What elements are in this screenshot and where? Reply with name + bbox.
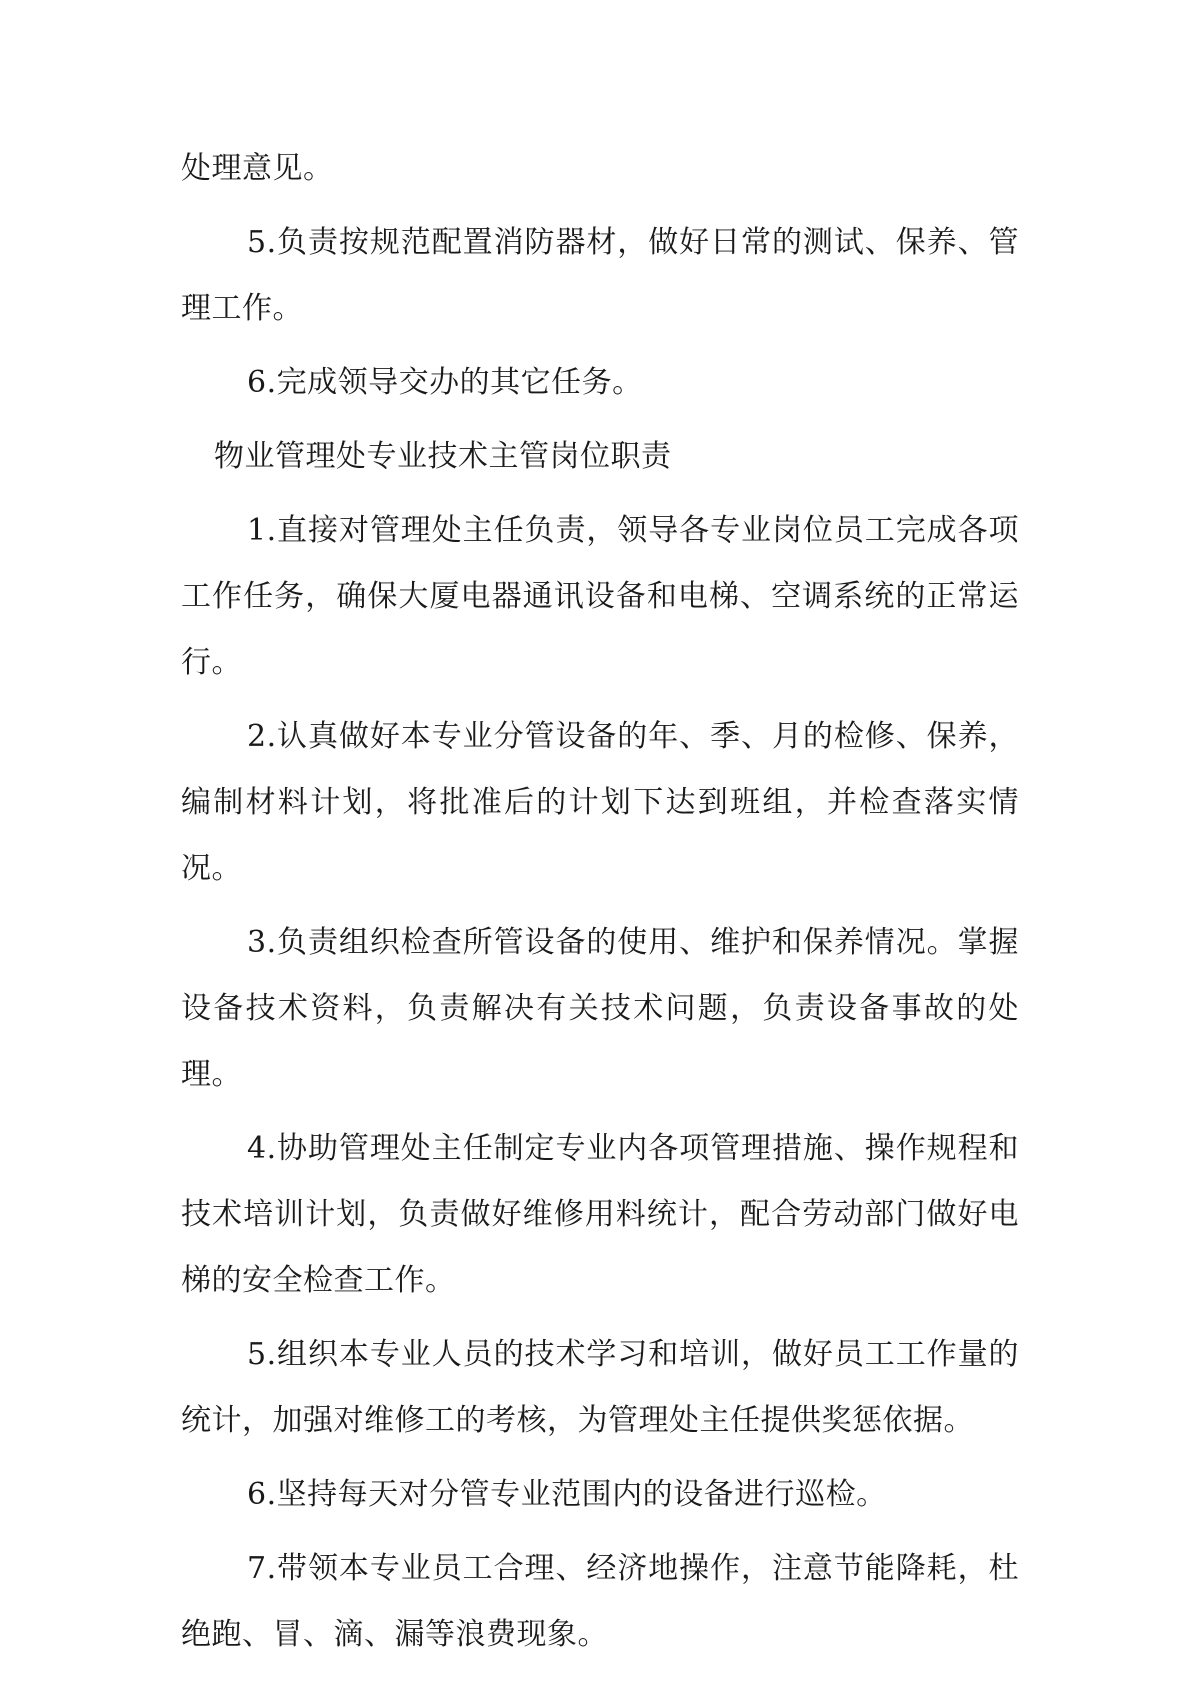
paragraph-duty-1: 1.直接对管理处主任负责，领导各专业岗位员工完成各项工作任务，确保大厦电器通讯设备和电梯、空调系统的正常运行。 xyxy=(181,513,1019,680)
section-heading: 物业管理处专业技术主管岗位职责 xyxy=(214,439,672,474)
paragraph-duty-5: 5.组织本专业人员的技术学习和培训，做好员工工作量的统计，加强对维修工的考核，为管理处主任提供奖惩依据。 xyxy=(181,1337,1019,1438)
paragraph-continuation: 处理意见。 xyxy=(181,151,334,186)
paragraph-duty-4: 4.协助管理处主任制定专业内各项管理措施、操作规程和技术培训计划，负责做好维修用料统计，配合劳动部门做好电梯的安全检查工作。 xyxy=(181,1131,1019,1298)
paragraph-duty-3: 3.负责组织检查所管设备的使用、维护和保养情况。掌握设备技术资料，负责解决有关技术问题，负责设备事故的处理。 xyxy=(181,925,1019,1092)
paragraph-duty-2: 2.认真做好本专业分管设备的年、季、月的检修、保养，编制材料计划，将批准后的计划下达到班组，并检查落实情况。 xyxy=(181,719,1019,886)
paragraph-duty-6: 6.坚持每天对分管专业范围内的设备进行巡检。 xyxy=(247,1477,887,1512)
paragraph-item-5-fire-equipment: 5.负责按规范配置消防器材，做好日常的测试、保养、管理工作。 xyxy=(181,225,1019,326)
document-body xyxy=(181,136,1019,1676)
paragraph-item-6-other-tasks: 6.完成领导交办的其它任务。 xyxy=(247,365,643,400)
paragraph-duty-7: 7.带领本专业员工合理、经济地操作，注意节能降耗，杜绝跑、冒、滴、漏等浪费现象。 xyxy=(181,1551,1019,1652)
